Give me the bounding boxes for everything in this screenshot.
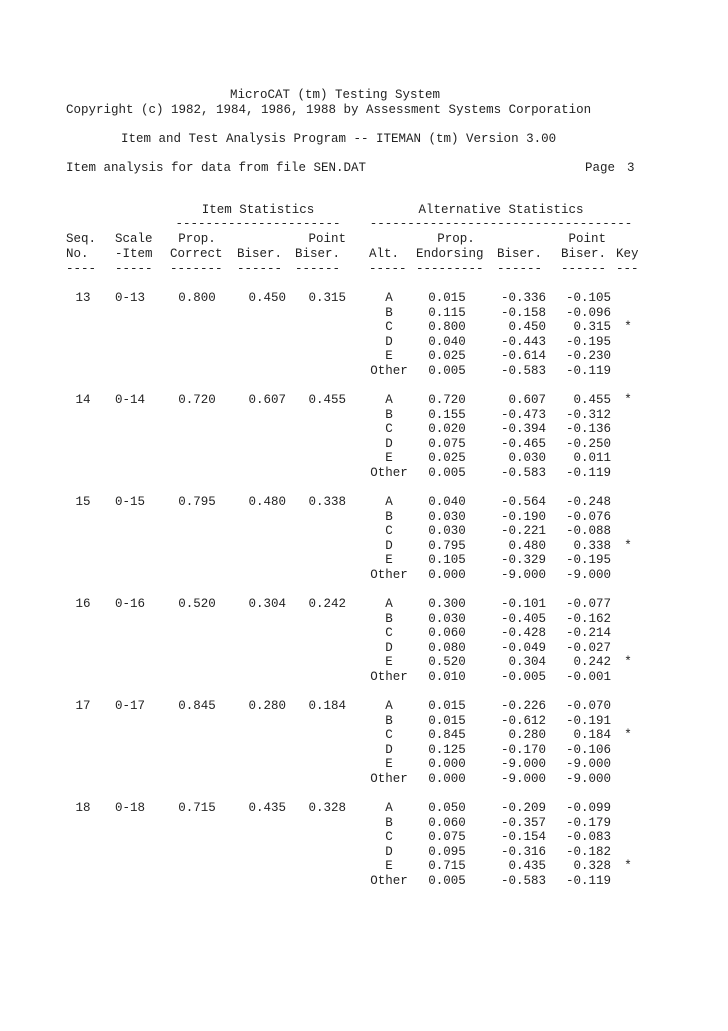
alt-key-marker: * <box>624 393 632 407</box>
alt-prop-endorsing: 0.060 <box>428 626 466 641</box>
alt-point-biser: -0.136 <box>565 422 611 437</box>
item-point-biser: 0.338 <box>308 495 346 509</box>
alt-prop-endorsing: 0.010 <box>428 670 466 684</box>
alt-label: E <box>385 349 393 364</box>
item-biser: 0.607 <box>248 393 286 407</box>
alt-biser: -0.428 <box>500 626 546 641</box>
alt-prop-endorsing: 0.125 <box>428 742 466 757</box>
alt-point-biser: -0.119 <box>565 364 611 378</box>
alt-prop-endorsing: 0.030 <box>428 509 466 524</box>
alt-biser: -0.614 <box>500 349 546 364</box>
alt-biser: -9.000 <box>500 772 546 786</box>
alt-key-marker <box>616 335 640 350</box>
item-scale: 0-17 <box>115 699 146 713</box>
alt-prop-endorsing: 0.845 <box>428 728 466 743</box>
page-number: 3 <box>627 161 635 175</box>
alternative-statistics-title: Alternative Statistics <box>418 203 584 217</box>
alt-label: Other <box>370 874 408 888</box>
alt-label: D <box>385 742 393 757</box>
alt-biser: -0.158 <box>500 305 546 320</box>
alt-key-marker <box>616 641 640 656</box>
item-statistics-rule: ---------------------- <box>175 217 341 231</box>
alt-key-marker <box>616 699 640 714</box>
alt-point-biser: 0.184 <box>573 728 611 743</box>
alt-biser: -0.005 <box>500 670 546 684</box>
alt-key-marker: * <box>624 728 632 743</box>
program-line: Item and Test Analysis Program -- ITEMAN (tm) Version 3.00 <box>121 132 557 146</box>
alt-biser: -0.329 <box>500 553 546 568</box>
alt-prop-endorsing: 0.020 <box>428 422 466 437</box>
alt-key-marker <box>616 349 640 364</box>
item-point-biser: 0.242 <box>308 597 346 611</box>
alt-point-biser: -0.106 <box>565 742 611 757</box>
alt-key-marker <box>616 568 640 583</box>
alt-prop-endorsing: 0.015 <box>428 291 466 305</box>
alt-biser: -0.583 <box>500 466 546 480</box>
col-alt-biser-header2: Biser. <box>497 247 543 261</box>
item-point-biser: 0.328 <box>308 801 346 815</box>
alt-prop-endorsing: 0.795 <box>428 538 466 553</box>
item-seq: 16 <box>75 597 91 611</box>
alt-key-marker <box>616 816 640 831</box>
alt-label: B <box>385 407 393 422</box>
alt-key-marker <box>616 495 640 510</box>
alt-biser: -9.000 <box>500 568 546 582</box>
alt-biser: -0.154 <box>500 830 546 845</box>
alt-prop-endorsing: 0.030 <box>428 611 466 626</box>
alt-label: D <box>385 436 393 451</box>
alt-biser: -0.336 <box>500 291 546 305</box>
item-biser: 0.304 <box>248 597 286 611</box>
alt-label: B <box>385 815 393 830</box>
col-biser-rule: ------ <box>237 262 283 276</box>
item-point-biser: 0.315 <box>308 291 346 305</box>
file-line: Item analysis for data from file SEN.DAT <box>66 161 367 175</box>
alt-label: C <box>385 320 393 335</box>
item-statistics-title: Item Statistics <box>201 203 315 217</box>
col-key-header2: Key <box>616 247 639 261</box>
alt-point-biser: -0.195 <box>565 334 611 349</box>
alt-key-marker <box>616 714 640 729</box>
col-key-rule: --- <box>616 262 639 276</box>
alt-key-marker <box>616 801 640 816</box>
alt-key-marker <box>616 670 640 685</box>
item-seq: 18 <box>75 801 91 815</box>
item-prop-correct: 0.715 <box>178 801 216 815</box>
system-title: MicroCAT (tm) Testing System <box>229 88 441 102</box>
alt-prop-endorsing: 0.075 <box>428 830 466 845</box>
alt-point-biser: 0.011 <box>573 451 611 466</box>
alt-key-marker: * <box>624 655 632 670</box>
alt-label: E <box>385 655 393 670</box>
alt-key-marker <box>616 597 640 612</box>
item-seq: 14 <box>75 393 91 407</box>
alt-prop-endorsing: 0.155 <box>428 407 466 422</box>
alt-prop-endorsing: 0.005 <box>428 466 466 480</box>
alt-prop-endorsing: 0.040 <box>428 334 466 349</box>
alt-biser: -0.564 <box>500 495 546 509</box>
alt-point-biser: -0.250 <box>565 436 611 451</box>
item-biser: 0.480 <box>248 495 286 509</box>
copyright-line: Copyright (c) 1982, 1984, 1986, 1988 by Assessment Systems Corporation <box>66 103 592 117</box>
alt-biser: 0.304 <box>508 655 546 670</box>
alt-prop-endorsing: 0.040 <box>428 495 466 509</box>
alt-prop-endorsing: 0.025 <box>428 349 466 364</box>
item-point-biser: 0.455 <box>308 393 346 407</box>
alt-key-marker <box>616 364 640 379</box>
col-seq-header1: Seq. <box>66 232 97 246</box>
alt-prop-endorsing: 0.720 <box>428 393 466 407</box>
alt-key-marker <box>616 291 640 306</box>
alt-label: C <box>385 626 393 641</box>
alt-label: A <box>385 801 393 815</box>
col-prop-header2: Correct <box>170 247 223 261</box>
col-alt-header2: Alt. <box>369 247 400 261</box>
alt-biser: -0.226 <box>500 699 546 713</box>
col-seq-header2: No. <box>66 247 89 261</box>
alt-label: B <box>385 509 393 524</box>
alt-key-marker <box>616 743 640 758</box>
alt-label: A <box>385 597 393 611</box>
item-scale: 0-18 <box>115 801 146 815</box>
alt-biser: -0.405 <box>500 611 546 626</box>
alt-key-marker <box>616 757 640 772</box>
alt-prop-endorsing: 0.095 <box>428 844 466 859</box>
alt-label: Other <box>370 466 408 480</box>
alt-biser: -0.221 <box>500 524 546 539</box>
alt-prop-endorsing: 0.800 <box>428 320 466 335</box>
item-prop-correct: 0.720 <box>178 393 216 407</box>
alt-point-biser: 0.315 <box>573 320 611 335</box>
alt-prop-endorsing: 0.025 <box>428 451 466 466</box>
col-alt-point-rule: ------ <box>561 262 607 276</box>
alt-point-biser: -0.099 <box>565 801 611 815</box>
alt-key-marker <box>616 306 640 321</box>
alt-point-biser: -0.096 <box>565 305 611 320</box>
alt-point-biser: -0.105 <box>565 291 611 305</box>
alt-label: D <box>385 538 393 553</box>
alt-prop-endorsing: 0.000 <box>428 568 466 582</box>
alt-point-biser: -0.077 <box>565 597 611 611</box>
alt-point-biser: -0.179 <box>565 815 611 830</box>
alt-key-marker <box>616 437 640 452</box>
alt-prop-endorsing: 0.015 <box>428 713 466 728</box>
alt-prop-endorsing: 0.105 <box>428 553 466 568</box>
col-scale-rule: ----- <box>115 262 153 276</box>
col-alt-point-header2: Biser. <box>561 247 607 261</box>
alt-key-marker <box>616 422 640 437</box>
alt-point-biser: -0.182 <box>565 844 611 859</box>
item-biser: 0.450 <box>248 291 286 305</box>
alt-key-marker <box>616 874 640 889</box>
alt-biser: -0.357 <box>500 815 546 830</box>
alt-prop-endorsing: 0.060 <box>428 815 466 830</box>
item-scale: 0-16 <box>115 597 146 611</box>
alt-point-biser: -0.076 <box>565 509 611 524</box>
alt-key-marker: * <box>624 859 632 874</box>
item-biser: 0.435 <box>248 801 286 815</box>
alt-key-marker <box>616 553 640 568</box>
col-point-header2: Biser. <box>295 247 341 261</box>
alt-biser: -0.394 <box>500 422 546 437</box>
alternative-statistics-rule: ----------------------------------- <box>369 217 633 231</box>
alt-label: D <box>385 640 393 655</box>
col-point-rule: ------ <box>295 262 341 276</box>
alt-prop-endorsing: 0.715 <box>428 859 466 874</box>
col-point-header1: Point <box>308 232 346 246</box>
alt-point-biser: -0.088 <box>565 524 611 539</box>
alt-key-marker <box>616 451 640 466</box>
alt-biser: -0.612 <box>500 713 546 728</box>
alt-label: B <box>385 305 393 320</box>
alt-label: C <box>385 422 393 437</box>
alt-prop-endorsing: 0.520 <box>428 655 466 670</box>
alt-prop-endorsing: 0.050 <box>428 801 466 815</box>
page-label: Page <box>585 161 616 175</box>
item-scale: 0-14 <box>115 393 146 407</box>
alt-key-marker <box>616 830 640 845</box>
alt-point-biser: 0.242 <box>573 655 611 670</box>
alt-key-marker <box>616 772 640 787</box>
alt-point-biser: -0.195 <box>565 553 611 568</box>
col-alt-point-header1: Point <box>568 232 606 246</box>
alt-point-biser: -9.000 <box>565 757 611 772</box>
alt-point-biser: 0.455 <box>573 393 611 407</box>
alt-biser: -0.101 <box>500 597 546 611</box>
alt-label: E <box>385 553 393 568</box>
col-scale-header2: -Item <box>115 247 153 261</box>
alt-label: C <box>385 524 393 539</box>
alt-prop-endorsing: 0.005 <box>428 364 466 378</box>
item-point-biser: 0.184 <box>308 699 346 713</box>
col-alt-prop-header1: Prop. <box>437 232 475 246</box>
alt-biser: 0.450 <box>508 320 546 335</box>
alt-point-biser: -0.162 <box>565 611 611 626</box>
col-alt-prop-rule: --------- <box>416 262 484 276</box>
alt-point-biser: -0.070 <box>565 699 611 713</box>
alt-prop-endorsing: 0.000 <box>428 757 466 772</box>
alt-key-marker <box>616 466 640 481</box>
alt-point-biser: -0.119 <box>565 466 611 480</box>
alt-biser: 0.607 <box>508 393 546 407</box>
alt-biser: -0.049 <box>500 640 546 655</box>
alt-point-biser: -9.000 <box>565 568 611 582</box>
col-scale-header1: Scale <box>115 232 153 246</box>
alt-label: C <box>385 830 393 845</box>
alt-label: A <box>385 291 393 305</box>
alt-point-biser: -0.001 <box>565 670 611 684</box>
alt-point-biser: -0.119 <box>565 874 611 888</box>
alt-prop-endorsing: 0.300 <box>428 597 466 611</box>
alt-key-marker <box>616 612 640 627</box>
alt-prop-endorsing: 0.115 <box>428 305 466 320</box>
item-seq: 15 <box>75 495 91 509</box>
alt-biser: -9.000 <box>500 757 546 772</box>
col-biser-header2: Biser. <box>237 247 283 261</box>
alt-key-marker: * <box>624 538 632 553</box>
alt-biser: 0.280 <box>508 728 546 743</box>
item-seq: 17 <box>75 699 91 713</box>
col-prop-rule: ------- <box>170 262 223 276</box>
alt-key-marker <box>616 510 640 525</box>
item-prop-correct: 0.800 <box>178 291 216 305</box>
alt-prop-endorsing: 0.000 <box>428 772 466 786</box>
alt-point-biser: -9.000 <box>565 772 611 786</box>
alt-point-biser: -0.027 <box>565 640 611 655</box>
alt-label: A <box>385 495 393 509</box>
alt-label: B <box>385 611 393 626</box>
alt-point-biser: 0.338 <box>573 538 611 553</box>
alt-label: Other <box>370 364 408 378</box>
alt-biser: -0.190 <box>500 509 546 524</box>
alt-point-biser: -0.214 <box>565 626 611 641</box>
col-alt-prop-header2: Endorsing <box>416 247 484 261</box>
alt-biser: 0.435 <box>508 859 546 874</box>
alt-biser: -0.465 <box>500 436 546 451</box>
alt-biser: -0.583 <box>500 874 546 888</box>
item-seq: 13 <box>75 291 91 305</box>
alt-label: E <box>385 451 393 466</box>
alt-label: Other <box>370 670 408 684</box>
alt-label: Other <box>370 568 408 582</box>
item-prop-correct: 0.845 <box>178 699 216 713</box>
alt-point-biser: -0.083 <box>565 830 611 845</box>
alt-biser: -0.443 <box>500 334 546 349</box>
alt-biser: -0.170 <box>500 742 546 757</box>
item-prop-correct: 0.520 <box>178 597 216 611</box>
alt-biser: 0.030 <box>508 451 546 466</box>
alt-biser: 0.480 <box>508 538 546 553</box>
alt-prop-endorsing: 0.080 <box>428 640 466 655</box>
alt-point-biser: -0.230 <box>565 349 611 364</box>
alt-key-marker <box>616 408 640 423</box>
alt-point-biser: 0.328 <box>573 859 611 874</box>
col-alt-biser-rule: ------ <box>497 262 543 276</box>
alt-prop-endorsing: 0.075 <box>428 436 466 451</box>
col-seq-rule: ---- <box>66 262 97 276</box>
col-prop-header1: Prop. <box>178 232 216 246</box>
item-scale: 0-13 <box>115 291 146 305</box>
alt-label: B <box>385 713 393 728</box>
alt-label: Other <box>370 772 408 786</box>
item-prop-correct: 0.795 <box>178 495 216 509</box>
alt-label: D <box>385 334 393 349</box>
alt-biser: -0.209 <box>500 801 546 815</box>
alt-biser: -0.473 <box>500 407 546 422</box>
alt-key-marker <box>616 524 640 539</box>
alt-key-marker <box>616 845 640 860</box>
col-alt-rule: ----- <box>369 262 407 276</box>
alt-point-biser: -0.312 <box>565 407 611 422</box>
item-biser: 0.280 <box>248 699 286 713</box>
alt-label: E <box>385 757 393 772</box>
alt-point-biser: -0.191 <box>565 713 611 728</box>
alt-point-biser: -0.248 <box>565 495 611 509</box>
alt-label: E <box>385 859 393 874</box>
alt-prop-endorsing: 0.005 <box>428 874 466 888</box>
alt-prop-endorsing: 0.015 <box>428 699 466 713</box>
alt-label: A <box>385 393 393 407</box>
alt-label: D <box>385 844 393 859</box>
alt-biser: -0.583 <box>500 364 546 378</box>
alt-key-marker <box>616 626 640 641</box>
alt-prop-endorsing: 0.030 <box>428 524 466 539</box>
alt-key-marker: * <box>624 320 632 335</box>
alt-label: C <box>385 728 393 743</box>
item-scale: 0-15 <box>115 495 146 509</box>
alt-biser: -0.316 <box>500 844 546 859</box>
alt-label: A <box>385 699 393 713</box>
